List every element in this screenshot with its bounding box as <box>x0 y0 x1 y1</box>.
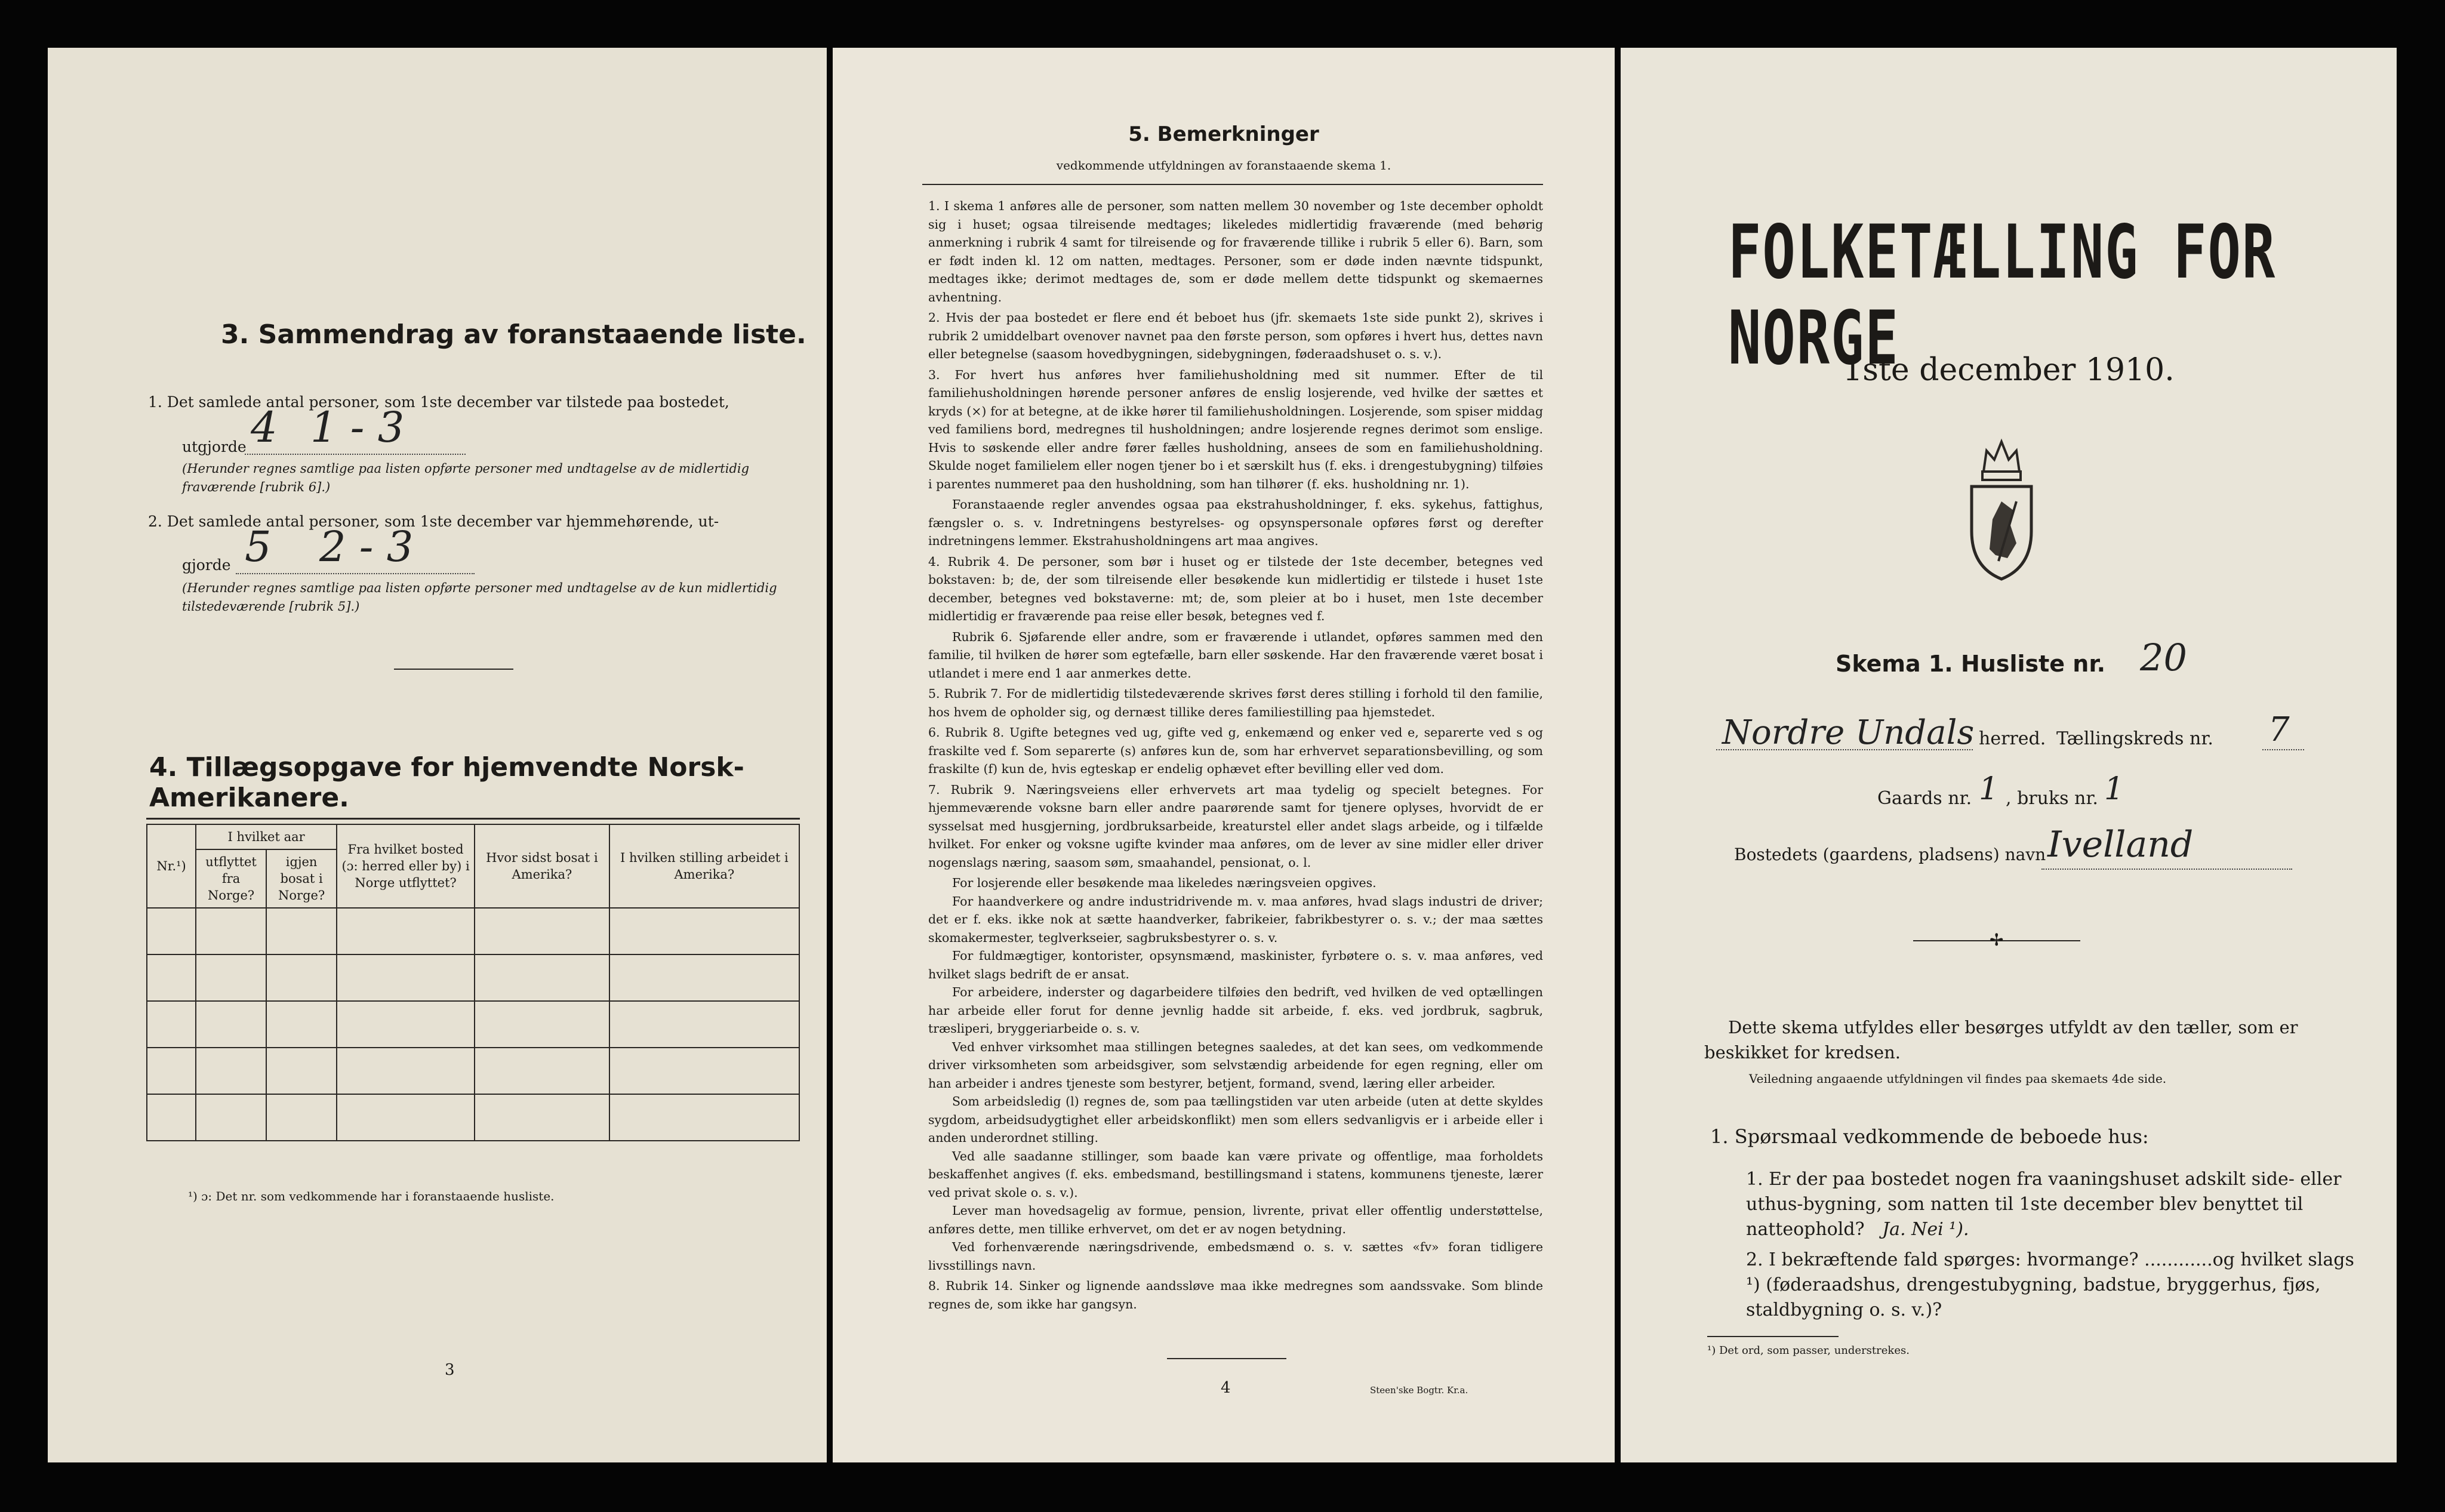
col-nr: Nr.¹) <box>147 824 196 908</box>
remark-2: 2. Hvis der paa bostedet er flere end ét beboet hus (jfr. skemaets 1ste side punkt 2), skrives i rubrik 2 umiddelbart ovenover navnet paa den første person, som opføres i hvert hus, dettes navn eller betegnelse (saasom hovedbygningen, sidebygningen, føderaadshuset o. s. v.). <box>928 310 1543 361</box>
col-stilling: I hvilken stilling arbeidet i Amerika? <box>609 824 799 908</box>
remark-7d: For fuldmægtiger, kontorister, opsynsmænd, maskinister, fyrbøtere o. s. v. maa anføres, ved hvilket slags bedrift de er ansat. <box>928 949 1543 981</box>
norwegian-coat-of-arms-icon <box>1960 430 2043 585</box>
item1-note: (Herunder regnes samtlige paa listen opførte personer med undtagelse av de midlertidig fraværende [rubrik 6].) <box>182 461 750 494</box>
item2-note: (Herunder regnes samtlige paa listen opførte personer med undtagelse av de kun midlertidig tilstedeværende [rubrik 5].) <box>182 581 777 614</box>
kreds-label: Tællingskreds nr. <box>2056 728 2213 749</box>
divider <box>394 669 513 670</box>
remark-7g: Som arbeidsledig (l) regnes de, som paa tællingstiden var uten arbeide (uten at dette skyldes sygdom, arbeidsudygtighet eller arbeidskonflikt) men som ellers sedvanligvis er i arbeide eller i anden underordnet stilling. <box>928 1094 1543 1145</box>
item1-prefix: utgjorde <box>182 438 247 455</box>
remark-7j: Ved forhenværende næringsdrivende, embedsmænd o. s. v. sættes «fv» foran tidligere livsstillings navn. <box>928 1240 1543 1273</box>
table-top-rule <box>146 818 800 820</box>
section3-title: 3. Sammendrag av foranstaaende liste. <box>221 319 806 350</box>
middle-divider <box>1167 1358 1286 1359</box>
bruks-label: , bruks nr. <box>2006 788 2098 809</box>
col-utflyttet: utflyttet fra Norge? <box>196 849 266 908</box>
question-1-text: 1. Er der paa bostedet nogen fra vaaningshuset adskilt side- eller uthus-bygning, som natten til 1ste december blev benyttet til natteophold? <box>1746 1169 2342 1240</box>
table-row <box>147 954 799 1001</box>
remark-4b: Rubrik 6. Sjøfarende eller andre, som er fraværende i utlandet, opføres sammen med den familie, til hvilken de hører som egtefælle, barn eller søskende. Har den fraværende været bosat i utlandet i mere end 1 aar anmerkes dette. <box>928 629 1543 680</box>
census-title: FOLKETÆLLING FOR NORGE <box>1728 209 2277 381</box>
question-1 <box>1746 1167 2367 1242</box>
remark-5: 5. Rubrik 7. For de midlertidig tilstedeværende skrives først deres stilling i forhold til den familie, hos hvem de opholder sig, og dernæst tillike deres familiestilling paa hjemstedet. <box>928 686 1543 719</box>
middle-page <box>833 48 1615 1462</box>
item1-value: 4 <box>251 403 278 452</box>
skema-label: Skema 1. Husliste nr. <box>1836 651 2106 677</box>
table-row <box>147 1048 799 1094</box>
remark-8: 8. Rubrik 14. Sinker og lignende aandssløve maa ikke medregnes som aandssvake. Som blinde regnes de, som ikke har gangsyn. <box>928 1279 1543 1311</box>
page-number-4: 4 <box>1221 1379 1231 1397</box>
question-2: 2. I bekræftende fald spørges: hvormange? ............og hvilket slags ¹) (føderaadshus, drengestubygning, badstue, bryggerhus, fjøs, staldbygning o. s. v.)? <box>1746 1249 2354 1320</box>
gaards-label: Gaards nr. <box>1877 788 1972 809</box>
right-footnote: ¹) Det ord, som passer, understrekes. <box>1707 1344 1910 1357</box>
col-bosted: Fra hvilket bosted (ɔ: herred eller by) i Norge utflyttet? <box>337 824 475 908</box>
col-amerika: Hvor sidst bosat i Amerika? <box>475 824 609 908</box>
question-1-answer: Ja. Nei ¹). <box>1882 1219 1969 1240</box>
col-igjen: igjen bosat i Norge? <box>266 849 337 908</box>
bosted-line <box>2041 869 2292 870</box>
questions-heading: 1. Spørsmaal vedkommende de beboede hus: <box>1710 1125 2149 1148</box>
instruction-note: Veiledning angaaende utfyldningen vil findes paa skemaets 4de side. <box>1749 1071 2167 1086</box>
husliste-nr: 20 <box>2140 636 2187 679</box>
item2-value: 5 <box>245 522 272 571</box>
herred-value: Nordre Undals <box>1722 713 1975 752</box>
bosted-label: Bostedets (gaardens, pladsens) navn <box>1734 845 2046 864</box>
remark-1: 1. I skema 1 anføres alle de personer, som natten mellem 30 november og 1ste december opholdt sig i huset; ogsaa tilreisende medtages; likeledes midlertidig fraværende (med behørig anmerkning i rubrik 4 samt for tilreisende og for fraværende tillike i rubrik 5 eller 6). Barn, som er født inden kl. 12 om natten, medtages. Personer, som er døde inden nævnte tidspunkt, medtages ikke; derimot medtages de, som er døde mellem dette tidspunkt og skemaernes avhentning. <box>928 199 1543 304</box>
table-row <box>147 908 799 954</box>
remarks-title: 5. Bemerkninger <box>1128 122 1319 146</box>
instruction-text: Dette skema utfyldes eller besørges utfyldt av den tæller, som er beskikket for kredsen. <box>1704 1017 2298 1063</box>
table-row <box>147 1094 799 1141</box>
item2-underline <box>236 573 475 574</box>
col-aar: I hvilket aar <box>196 824 337 849</box>
gaards-value: 1 <box>1979 771 1999 807</box>
bosted-value: Ivelland <box>2047 824 2194 866</box>
census-date: 1ste december 1910. <box>1843 352 2175 388</box>
item1-text: 1. Det samlede antal personer, som 1ste december var tilstede paa bostedet, <box>148 393 729 411</box>
ornament-icon: ✢ <box>1990 930 2004 950</box>
item2-prefix: gjorde <box>182 556 231 574</box>
remark-7h: Ved alle saadanne stillinger, som baade kan være private og offentlige, maa forholdets beskaffenhet angives (f. eks. embedsmand, bestillingsmand i statens, kommunens tjeneste, lærer ved privat skole o. s. v.). <box>928 1148 1543 1200</box>
item1-underline <box>245 454 466 455</box>
remark-6: 6. Rubrik 8. Ugifte betegnes ved ug, gifte ved g, enkemænd og enker ved e, separerte ved s og fraskilte ved f. Som separerte (s) anføres kun de, som har erhvervet separationsbevilling, og som fraskilte (f) kun de, hvis egteskap er endelig ophævet efter bevilling eller ved dom. <box>928 725 1543 776</box>
item1-split: 1 - 3 <box>310 403 405 452</box>
remark-7f: Ved enhver virksomhet maa stillingen betegnes saaledes, at det kan sees, om vedkommende driver virksomheten som arbeidsgiver, som selvstændig arbeidende for egen regning, eller om han arbeider i andres tjeneste som bestyrer, betjent, formand, svend, læring eller arbeider. <box>928 1039 1543 1091</box>
left-page <box>48 48 827 1462</box>
remark-3b: Foranstaaende regler anvendes ogsaa paa ekstrahusholdninger, f. eks. sykehus, fattighus, fængsler o. s. v. Indretningens bestyrelses- og opsynspersonale opføres først og derefter indretningens lemmer. Ekstrahusholdningens art maa angives. <box>928 497 1543 548</box>
remark-7: 7. Rubrik 9. Næringsveiens eller erhvervets art maa tydelig og specielt betegnes. For hjemmeværende voksne barn eller andre paarørende samt for tjenere oplyses, hvorvidt de er sysselsat med husgjerning, jordbruksarbeide, kreaturstel eller andet slags arbeide, og i tilfælde hvilket. For enker og voksne ugifte kvinder maa anføres, om de lever av sine midler eller driver nogenslags næring, saasom søm, smaahandel, pensionat, o. l. <box>928 782 1543 870</box>
remarks-body <box>928 197 1543 1313</box>
remark-4: 4. Rubrik 4. De personer, som bør i huset og er tilstede der 1ste december, betegnes ved bokstaven: b; de, der som tilreisende eller besøkende kun midlertidig er tilstede i huset 1ste december, betegnes ved bokstaverne: mt; de, som pleier at bo i huset, men 1ste december midlertidig er fraværende paa reise eller besøk, betegnes ved f. <box>928 554 1543 623</box>
kreds-line <box>2262 749 2304 750</box>
table-row <box>147 1001 799 1048</box>
herred-line <box>1716 749 1973 750</box>
remarks-rule <box>922 184 1543 185</box>
kreds-value: 7 <box>2268 710 2290 749</box>
footnote-rule <box>1707 1336 1839 1337</box>
page-number-3: 3 <box>445 1361 455 1379</box>
bruks-value: 1 <box>2104 771 2124 807</box>
norsk-amerikaner-table <box>146 824 800 1141</box>
remark-7i: Lever man hovedsagelig av formue, pension, livrente, privat eller offentlig understøttelse, anføres dette, men tillike erhvervet, om det er av nogen betydning. <box>928 1203 1543 1236</box>
section4-title: 4. Tillægsopgave for hjemvendte Norsk-Amerikanere. <box>149 752 744 813</box>
remark-7b: For losjerende eller besøkende maa likeledes næringsveien opgives. <box>952 876 1377 890</box>
remark-7e: For arbeidere, inderster og dagarbeidere tilføies den bedrift, ved hvilken de ved optællingen har arbeide eller forut for denne jevnlig hadde sit arbeide, f. eks. ved jordbruk, sagbruk, træsliperi, bryggeriarbeide o. s. v. <box>928 985 1543 1036</box>
left-footnote: ¹) ɔ: Det nr. som vedkommende har i foranstaaende husliste. <box>188 1189 555 1203</box>
item2-split: 2 - 3 <box>319 522 414 571</box>
herred-label: herred. <box>1979 728 2046 749</box>
right-page <box>1621 48 2397 1462</box>
remark-3: 3. For hvert hus anføres hver familiehusholdning med sit nummer. Efter de til familiehusholdningen hørende personer anføres de enslig losjerende, ved hvilke der sættes et kryds (×) for at betegne, at de ikke hører til familiehusholdningen. Losjerende, som spiser middag ved familiens bord, medregnes til husholdningen; andre losjerende regnes derimot som enslige. Hvis to søskende eller andre fører fælles husholdning, ansees de som en familiehusholdning. Skulde noget familielem eller nogen tjener bo i et særskilt hus (f. eks. i drengestubygning) tilføies i parentes nummeret paa den husholdning, som han tilhører (f. eks. husholdning nr. 1). <box>928 367 1543 491</box>
remarks-subtitle: vedkommende utfyldningen av foranstaaende skema 1. <box>1056 158 1391 173</box>
printer-imprint: Steen'ske Bogtr. Kr.a. <box>1370 1385 1468 1396</box>
remark-7c: For haandverkere og andre industridrivende m. v. maa anføres, hvad slags industri de driver; det er f. eks. ikke nok at sætte haandverker, fabrikeier, fabrikbestyrer o. s. v.; der maa sættes skomakermester, teglverkseier, sagbruksbestyrer o. s. v. <box>928 894 1543 945</box>
item2-text: 2. Det samlede antal personer, som 1ste december var hjemmehørende, ut- <box>148 513 719 530</box>
